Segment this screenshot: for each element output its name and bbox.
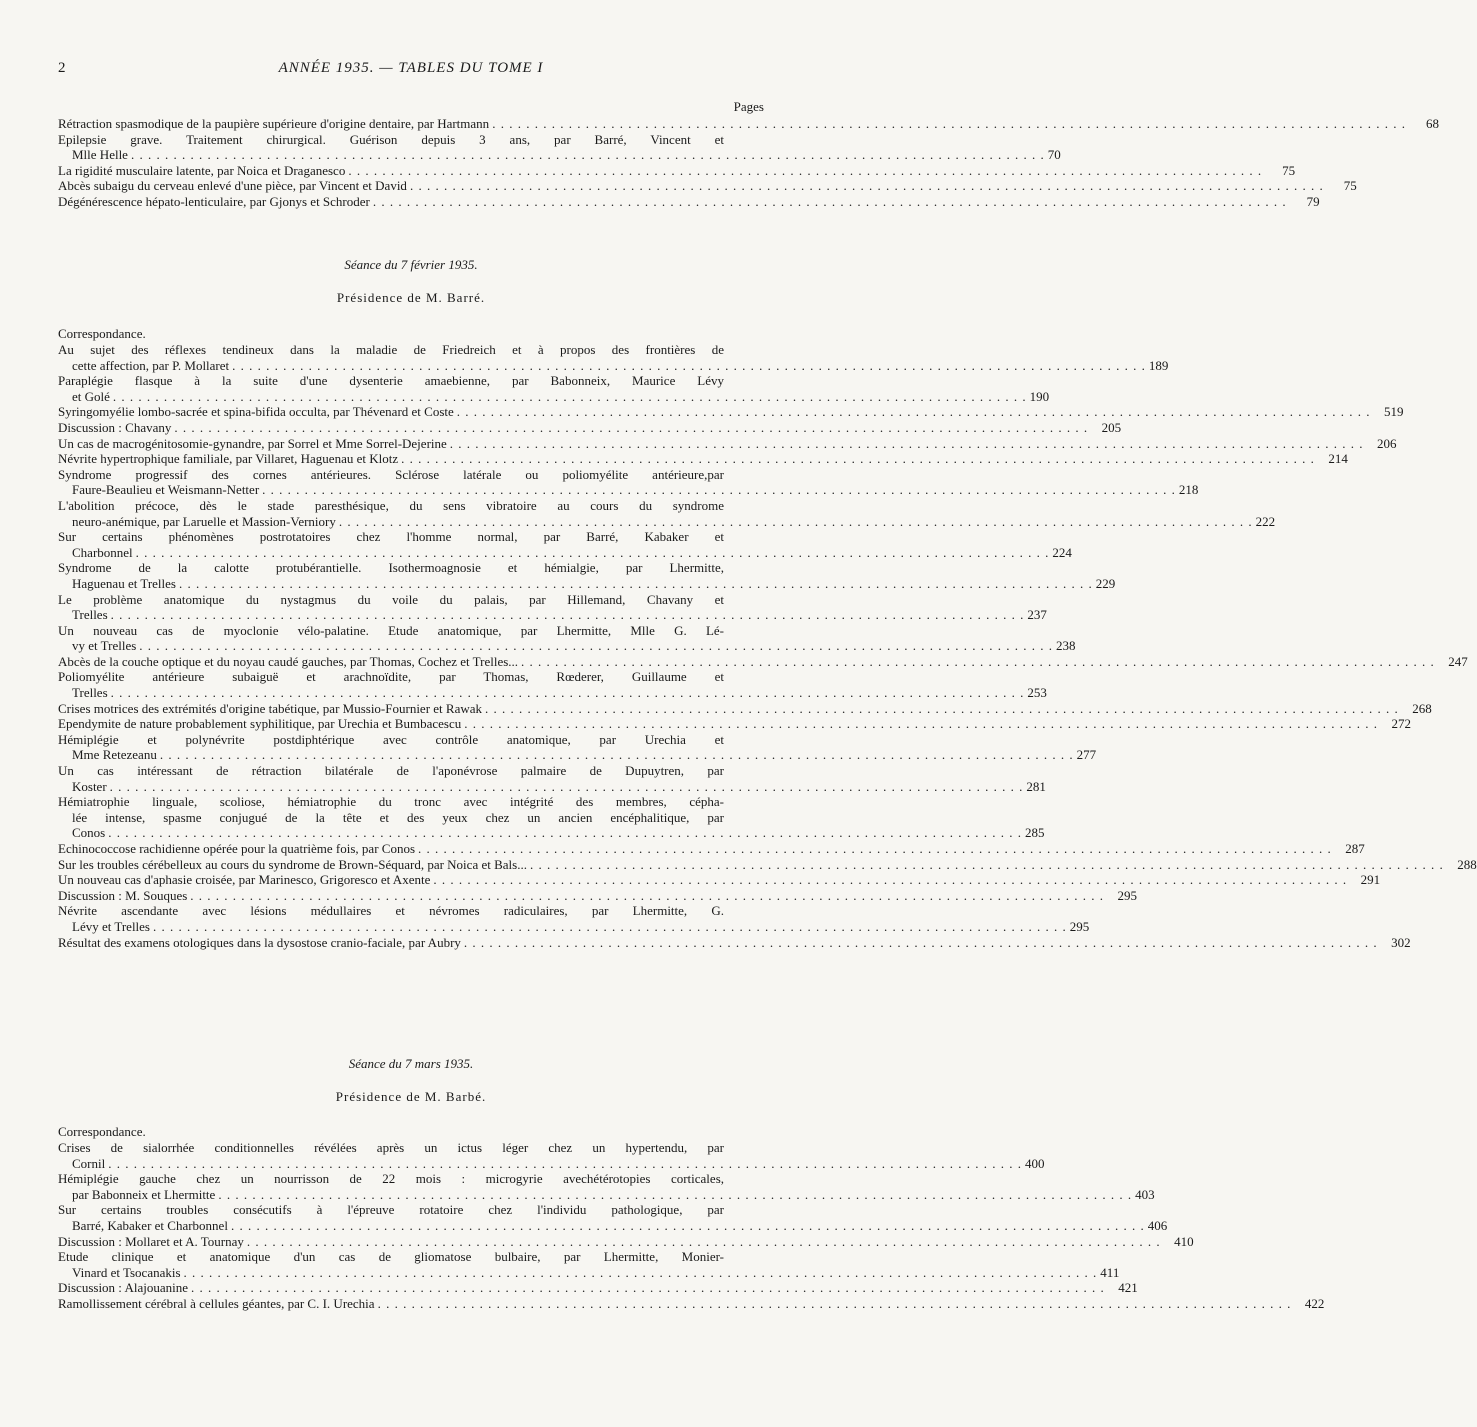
index-entry xyxy=(58,560,1116,591)
index-entry xyxy=(58,404,1404,420)
page-ref: 205 xyxy=(1101,419,1122,435)
page-ref: 189 xyxy=(1148,357,1169,373)
dot-leader xyxy=(108,825,1022,840)
dot-leader xyxy=(111,685,1025,700)
page-ref: 68 xyxy=(1425,116,1439,131)
index-entry xyxy=(58,934,1411,951)
entry-text: Abcès subaigu du cerveau enlevé d'une pièce, par Vincent et David xyxy=(58,178,407,194)
page-ref: 295 xyxy=(1069,918,1090,934)
dot-leader xyxy=(433,872,1347,888)
index-entry xyxy=(58,529,1072,560)
page-ref: 403 xyxy=(1135,1186,1155,1202)
dot-leader xyxy=(464,716,1378,732)
entry-text: Mme Retezeanu xyxy=(72,747,157,763)
correspondance-1 xyxy=(58,326,764,342)
entry-text: Cornil xyxy=(72,1155,106,1171)
entry-text: Névrite ascendante avec lésions médullaires et névromes radiculaires, par Lhermitte, G. xyxy=(58,903,724,919)
entry-text: Sur les troubles cérébelleux au cours du syndrome de Brown-Séquard, par Noica et Bals... xyxy=(58,856,527,872)
entry-text: Ependymite de nature probablement syphilitique, par Urechia et Bumbacescu xyxy=(58,716,462,732)
correspondance-2 xyxy=(58,1124,764,1140)
correspondance-label: Correspondance. xyxy=(58,326,146,341)
dot-leader xyxy=(110,779,1024,794)
index-entry xyxy=(58,731,1097,763)
index-entry xyxy=(58,466,1199,498)
dot-leader xyxy=(485,701,1399,717)
index-entry xyxy=(58,856,1477,873)
index-entry xyxy=(58,451,1348,467)
dot-leader xyxy=(111,607,1025,622)
index-entry xyxy=(58,903,1090,934)
dot-leader xyxy=(339,514,1253,529)
entry-text: Névrite hypertrophique familiale, par Villaret, Haguenau et Klotz xyxy=(58,451,399,467)
entry-text: neuro-anémique, par Laruelle et Massion-Verniory xyxy=(72,513,336,529)
index-entry xyxy=(58,373,1050,404)
index-entry xyxy=(58,622,1076,654)
dot-leader xyxy=(113,389,1027,404)
pages-column-label: Pages xyxy=(733,99,764,114)
entry-text: Crises de sialorrhée conditionnelles révélées après un ictus léger chez un hypertendu, par xyxy=(58,1140,724,1155)
index-entry xyxy=(58,1140,1045,1171)
entry-text: Abcès de la couche optique et du noyau caudé gauches, par Thomas, Cochez et Trelles... xyxy=(58,653,519,669)
entry-text: Sur certains troubles consécutifs à l'épreuve rotatoire chez l'individu pathologique, par xyxy=(58,1202,724,1218)
page-ref: 406 xyxy=(1147,1217,1168,1233)
page-ref: 79 xyxy=(1306,193,1320,209)
dot-leader xyxy=(450,436,1364,452)
entry-text: Hémiatrophie linguale, scoliose, hémiatrophie du tronc avec intégrité des membres, cépha- xyxy=(58,794,724,810)
entry-text: Discussion : Chavany xyxy=(58,419,172,435)
entry-text: Discussion : M. Souques xyxy=(58,887,188,903)
entry-text: Trelles xyxy=(72,685,108,701)
correspondance-label: Correspondance. xyxy=(58,1124,146,1139)
entry-text: La rigidité musculaire latente, par Noica et Draganesco xyxy=(58,162,346,178)
entry-text: Haguenau et Trelles xyxy=(72,575,176,591)
index-entry xyxy=(58,497,1276,529)
entry-text: L'abolition précoce, dès le stade paresthésique, du sens vibratoire au cours du syndrome xyxy=(58,497,724,513)
dot-leader xyxy=(136,545,1050,560)
index-entry xyxy=(58,1280,1138,1296)
entry-text: Echinococcose rachidienne opérée pour la quatrième fois, par Conos xyxy=(58,841,415,856)
entry-text: Mlle Helle xyxy=(72,147,128,163)
dot-leader xyxy=(247,1234,1161,1250)
index-entry xyxy=(58,716,1411,732)
page-ref: 224 xyxy=(1052,544,1072,560)
entry-text: Syringomyélie lombo-sacrée et spina-bifida occulta, par Thévenard et Coste xyxy=(58,404,454,420)
index-entry xyxy=(58,193,1320,210)
page-ref: 206 xyxy=(1377,435,1397,451)
entry-text: Poliomyélite antérieure subaiguë et arachnoïdite, par Thomas, Rœderer, Guillaume et xyxy=(58,669,724,685)
dot-leader xyxy=(492,116,1406,132)
page-ref: 70 xyxy=(1047,147,1061,163)
page-ref: 410 xyxy=(1174,1233,1194,1249)
entry-text: Epilepsie grave. Traitement chirurgical. Guérison depuis 3 ans, par Barré, Vincent et xyxy=(58,131,724,147)
entry-text: Résultat des examens otologiques dans la dysostose cranio-faciale, par Aubry xyxy=(58,934,461,950)
page-ref: 287 xyxy=(1345,841,1365,856)
page-ref: 421 xyxy=(1118,1280,1138,1296)
index-entry xyxy=(58,131,1061,163)
dot-leader xyxy=(464,935,1378,951)
dot-leader xyxy=(232,358,1146,373)
session-title-2: Séance du 7 mars 1935. xyxy=(348,1056,474,1071)
entry-text: Lévy et Trelles xyxy=(72,918,150,934)
top-entries xyxy=(58,116,1439,210)
dot-leader xyxy=(410,178,1324,194)
session-title-1: Séance du 7 février 1935. xyxy=(344,257,478,272)
page-ref: 218 xyxy=(1178,482,1199,498)
presidence-1: Présidence de M. Barré. xyxy=(336,290,486,305)
entry-text: Dégénérescence hépato-lenticulaire, par Gjonys et Schroder xyxy=(58,193,370,209)
entry-text: Crises motrices des extrémités d'origine tabétique, par Mussio-Fournier et Rawak xyxy=(58,700,483,716)
index-entry xyxy=(58,1249,1120,1280)
entry-text: et Golé xyxy=(72,388,110,404)
dot-leader xyxy=(231,1218,1145,1233)
index-entry xyxy=(58,1295,1325,1312)
entry-text: Hémiplégie et polynévrite postdiphtérique avec contrôle anatomique, par Urechia et xyxy=(58,731,724,747)
page-ref: 214 xyxy=(1328,451,1348,467)
dot-leader xyxy=(401,451,1315,467)
entry-text: cette affection, par P. Mollaret xyxy=(72,357,230,373)
dot-leader xyxy=(218,1187,1132,1202)
dot-leader xyxy=(457,404,1371,420)
entry-text: Vinard et Tsocanakis xyxy=(72,1264,181,1280)
dot-leader xyxy=(179,576,1093,591)
page-ref: 285 xyxy=(1024,825,1045,841)
entry-text: Un nouveau cas d'aphasie croisée, par Marinesco, Grigoresco et Axente xyxy=(58,872,431,888)
index-entry xyxy=(58,653,1468,670)
index-entry xyxy=(58,669,1047,701)
page-ref: 75 xyxy=(1282,162,1296,178)
index-entry xyxy=(58,162,1296,179)
entry-text: Ramollissement cérébral à cellules géantes, par C. I. Urechia xyxy=(58,1295,375,1311)
index-entry xyxy=(58,763,1046,794)
dot-leader xyxy=(108,1156,1022,1171)
dot-leader xyxy=(262,482,1176,497)
page-ref: 272 xyxy=(1391,716,1411,732)
page-ref: 411 xyxy=(1100,1264,1120,1280)
running-header xyxy=(58,60,764,80)
entry-text: Koster xyxy=(72,778,107,794)
page-ref: 519 xyxy=(1384,404,1404,420)
entry-text: Un cas de macrogénitosomie-gynandre, par Sorrel et Mme Sorrel-Dejerine xyxy=(58,435,447,451)
index-entry xyxy=(58,591,1047,623)
page-ref: 238 xyxy=(1056,638,1076,654)
dot-leader xyxy=(153,919,1067,934)
page-ref: 253 xyxy=(1027,685,1047,701)
dot-leader xyxy=(184,1265,1098,1280)
index-entry xyxy=(58,435,1397,452)
page-ref: 190 xyxy=(1029,388,1050,404)
page-ref: 302 xyxy=(1391,934,1411,950)
index-entry xyxy=(58,794,1045,841)
dot-leader xyxy=(190,888,1104,904)
page-ref: 291 xyxy=(1360,872,1381,888)
entry-text: Barré, Kabaker et Charbonnel xyxy=(72,1217,228,1233)
index-entry xyxy=(58,841,1365,857)
entry-text: Paraplégie flasque à la suite d'une dysenterie amaebienne, par Babonneix, Maurice Lévy xyxy=(58,373,724,389)
dot-leader xyxy=(373,194,1287,210)
page-number: 2 xyxy=(58,60,66,76)
page-ref: 281 xyxy=(1026,778,1046,794)
page-ref: 277 xyxy=(1076,747,1097,763)
entry-text: Discussion : Alajouanine xyxy=(58,1280,188,1296)
entry-text: Sur certains phénomènes postrotatoires chez l'homme normal, par Barré, Kabaker et xyxy=(58,529,724,545)
entry-text: Discussion : Mollaret et A. Tournay xyxy=(58,1233,244,1249)
index-entry xyxy=(58,1233,1194,1250)
page-ref: 295 xyxy=(1117,887,1138,903)
index-entry xyxy=(58,1202,1168,1233)
entry-text: Etude clinique et anatomique d'un cas de gliomatose bulbaire, par Lhermitte, Monier- xyxy=(58,1249,724,1265)
entry-text: lée intense, spasme conjugué de la tête et des yeux chez un ancien encéphalitique, par xyxy=(72,809,724,825)
index-entry xyxy=(58,178,1357,194)
entry-text: Rétraction spasmodique de la paupière supérieure d'origine dentaire, par Hartmann xyxy=(58,116,490,131)
dot-leader xyxy=(530,857,1444,873)
index-entry xyxy=(58,872,1381,888)
entry-text: Syndrome de la calotte protubérantielle. Isothermoagnosie et hémialgie, par Lhermitte, xyxy=(58,560,724,576)
index-entry xyxy=(58,116,1439,132)
index-entry xyxy=(58,887,1138,904)
session1-entries xyxy=(58,342,1477,950)
index-entry xyxy=(58,700,1432,717)
session2-entries xyxy=(58,1140,1325,1312)
entry-text: Un nouveau cas de myoclonie vélo-palatine. Etude anatomique, par Lhermitte, Mlle G. Lé- xyxy=(58,622,724,638)
entry-text: Trelles xyxy=(72,607,108,623)
entry-text: Conos xyxy=(72,825,106,841)
page-ref: 237 xyxy=(1027,607,1047,623)
entry-text: Syndrome progressif des cornes antérieures. Sclérose latérale ou poliomyélite antérieure,par xyxy=(58,466,724,482)
dot-leader xyxy=(348,163,1262,179)
dot-leader xyxy=(418,841,1332,857)
page-ref: 247 xyxy=(1448,653,1468,669)
entry-text: Le problème anatomique du nystagmus du voile du palais, par Hillemand, Chavany et xyxy=(58,591,724,607)
dot-leader xyxy=(191,1280,1105,1296)
page-ref: 422 xyxy=(1304,1295,1325,1311)
page-ref: 75 xyxy=(1343,178,1357,194)
entry-text: Charbonnel xyxy=(72,544,133,560)
dot-leader xyxy=(139,638,1053,653)
dot-leader xyxy=(378,1296,1292,1312)
page-ref: 400 xyxy=(1024,1155,1045,1171)
page-ref: 268 xyxy=(1412,700,1432,716)
page-ref: 229 xyxy=(1095,575,1116,591)
entry-text: Un cas intéressant de rétraction bilatérale de l'aponévrose palmaire de Dupuytren, par xyxy=(58,763,724,779)
dot-leader xyxy=(131,147,1045,162)
page-ref: 288 xyxy=(1457,856,1477,872)
entry-text: par Babonneix et Lhermitte xyxy=(72,1186,216,1202)
index-entry xyxy=(58,419,1122,436)
entry-text: Au sujet des réflexes tendineux dans la maladie de Friedreich et à propos des frontières de xyxy=(58,342,724,357)
entry-text: Hémiplégie gauche chez un nourrisson de 22 mois : microgyrie avechétérotopies corticales, xyxy=(58,1171,724,1187)
index-entry xyxy=(58,342,1169,373)
dot-leader xyxy=(160,747,1074,762)
entry-text: Faure-Beaulieu et Weismann-Netter xyxy=(72,482,260,498)
index-entry xyxy=(58,1171,1155,1202)
dot-leader xyxy=(174,420,1088,436)
presidence-2: Présidence de M. Barbé. xyxy=(335,1089,487,1104)
page-ref: 222 xyxy=(1255,513,1276,529)
entry-text: vy et Trelles xyxy=(72,638,137,654)
dot-leader xyxy=(521,654,1435,670)
running-title: ANNÉE 1935. — TABLES DU TOME I xyxy=(278,60,544,76)
